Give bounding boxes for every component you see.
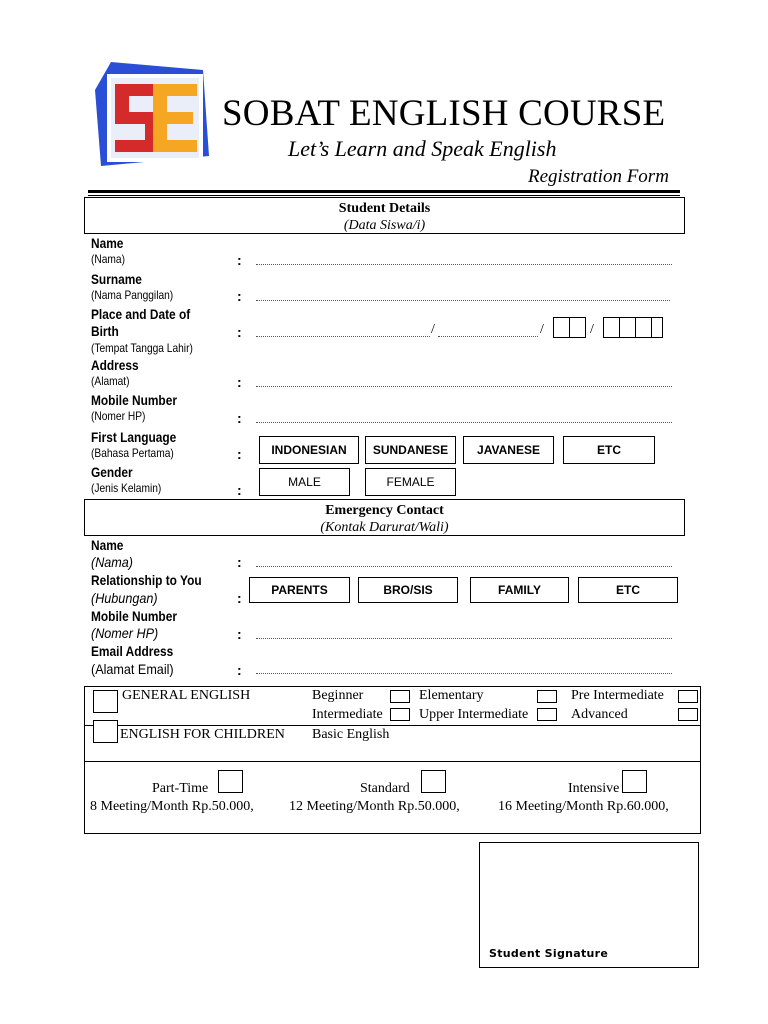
page-title: SOBAT ENGLISH COURSE: [222, 93, 666, 134]
level-elementary-label: Elementary: [419, 688, 484, 703]
level-advanced-checkbox[interactable]: [678, 708, 698, 721]
relationship-option-etc[interactable]: ETC: [578, 577, 678, 603]
name-label: Name: [91, 235, 124, 251]
gender-sublabel: (Jenis Kelamin): [91, 481, 162, 495]
general-english-label: GENERAL ENGLISH: [122, 688, 251, 703]
birth-slash-1: /: [431, 322, 435, 337]
birth-colon: :: [237, 324, 242, 340]
surname-sublabel: (Nama Panggilan): [91, 288, 174, 302]
course-divider-2: [84, 761, 701, 762]
level-upper-intermediate-label: Upper Intermediate: [419, 707, 529, 722]
relationship-label: Relationship to You: [91, 572, 202, 588]
email-colon: :: [237, 662, 242, 678]
plan-standard-checkbox[interactable]: [421, 770, 446, 793]
surname-field[interactable]: [256, 300, 670, 301]
first-language-label: First Language: [91, 429, 177, 445]
relationship-option-bro-sis[interactable]: BRO/SIS: [358, 577, 458, 603]
english-for-children-checkbox[interactable]: [93, 720, 118, 743]
plan-standard-detail: 12 Meeting/Month Rp.50.000,: [289, 799, 460, 814]
address-colon: :: [237, 374, 242, 390]
plan-intensive-label: Intensive: [568, 781, 620, 796]
header-rule-thin: [88, 195, 680, 196]
language-option-etc[interactable]: ETC: [563, 436, 655, 464]
emergency-mobile-label: Mobile Number: [91, 608, 177, 624]
surname-label: Surname: [91, 271, 142, 287]
level-pre-intermediate-checkbox[interactable]: [678, 690, 698, 703]
plan-part-time-checkbox[interactable]: [218, 770, 243, 793]
language-option-javanese[interactable]: JAVANESE: [463, 436, 554, 464]
student-details-subtitle: (Data Siswa/i): [343, 218, 426, 233]
gender-label: Gender: [91, 464, 133, 480]
level-elementary-checkbox[interactable]: [537, 690, 557, 703]
address-field[interactable]: [256, 386, 672, 387]
level-advanced-label: Advanced: [571, 707, 628, 722]
plan-part-time-label: Part-Time: [152, 781, 209, 796]
relationship-option-parents[interactable]: PARENTS: [249, 577, 350, 603]
birth-slash-2: /: [540, 322, 544, 337]
language-option-sundanese[interactable]: SUNDANESE: [365, 436, 456, 464]
name-colon: :: [237, 252, 242, 268]
name-field[interactable]: [256, 264, 672, 265]
emergency-name-sublabel: (Nama): [91, 554, 134, 570]
birth-place-field[interactable]: [256, 336, 430, 337]
level-pre-intermediate-label: Pre Intermediate: [571, 688, 664, 703]
email-label: Email Address: [91, 643, 174, 659]
relationship-sublabel: (Hubungan): [91, 590, 158, 606]
birth-year-digit-2[interactable]: [619, 317, 636, 338]
language-option-indonesian[interactable]: INDONESIAN: [259, 436, 359, 464]
email-field[interactable]: [256, 673, 672, 674]
address-sublabel: (Alamat): [91, 374, 130, 388]
birth-year-digit-4[interactable]: [651, 317, 663, 338]
address-label: Address: [91, 357, 139, 373]
english-for-children-label: ENGLISH FOR CHILDREN: [120, 727, 285, 742]
header-rule: [88, 190, 680, 193]
plan-part-time-detail: 8 Meeting/Month Rp.50.000,: [90, 799, 254, 814]
birth-month-digit-2[interactable]: [569, 317, 586, 338]
emergency-mobile-colon: :: [237, 626, 242, 642]
gender-colon: :: [237, 482, 242, 498]
mobile-sublabel: (Nomer HP): [91, 409, 146, 423]
mobile-field[interactable]: [256, 422, 672, 423]
form-name: Registration Form: [528, 166, 669, 187]
level-beginner-checkbox[interactable]: [390, 690, 410, 703]
surname-colon: :: [237, 288, 242, 304]
mobile-colon: :: [237, 410, 242, 426]
se-logo-icon: [93, 60, 213, 170]
gender-option-male[interactable]: MALE: [259, 468, 350, 496]
birth-label-line2: Birth: [91, 323, 119, 339]
emergency-mobile-field[interactable]: [256, 638, 672, 639]
signature-label: Student Signature: [489, 947, 609, 960]
emergency-mobile-sublabel: (Nomer HP): [91, 625, 159, 641]
level-beginner-label: Beginner: [312, 688, 364, 703]
tagline: Let’s Learn and Speak English: [288, 136, 557, 161]
birth-year-digit-1[interactable]: [603, 317, 620, 338]
level-intermediate-checkbox[interactable]: [390, 708, 410, 721]
first-language-colon: :: [237, 446, 242, 462]
birth-month-digit-1[interactable]: [553, 317, 570, 338]
emergency-name-field[interactable]: [256, 566, 672, 567]
plan-standard-label: Standard: [360, 781, 410, 796]
birth-label-line1: Place and Date of: [91, 306, 191, 322]
birth-sublabel: (Tempat Tangga Lahir): [91, 341, 193, 355]
student-details-title: Student Details: [338, 201, 431, 216]
relationship-option-family[interactable]: FAMILY: [470, 577, 569, 603]
level-intermediate-label: Intermediate: [312, 707, 383, 722]
relationship-colon: :: [237, 590, 242, 606]
gender-option-female[interactable]: FEMALE: [365, 468, 456, 496]
email-sublabel: (Alamat Email): [91, 661, 174, 677]
emergency-contact-title: Emergency Contact: [325, 503, 444, 518]
first-language-sublabel: (Bahasa Pertama): [91, 446, 174, 460]
student-details-heading: [84, 197, 685, 234]
birth-year-digit-3[interactable]: [635, 317, 652, 338]
emergency-name-label: Name: [91, 537, 124, 553]
name-sublabel: (Nama): [91, 252, 126, 266]
basic-english-label: Basic English: [312, 727, 390, 742]
plan-intensive-checkbox[interactable]: [622, 770, 647, 793]
plan-intensive-detail: 16 Meeting/Month Rp.60.000,: [498, 799, 669, 814]
general-english-checkbox[interactable]: [93, 690, 118, 713]
mobile-label: Mobile Number: [91, 392, 177, 408]
birth-slash-3: /: [590, 322, 594, 337]
birth-day-field[interactable]: [438, 336, 538, 337]
emergency-name-colon: :: [237, 554, 242, 570]
emergency-contact-heading: [84, 499, 685, 536]
level-upper-intermediate-checkbox[interactable]: [537, 708, 557, 721]
emergency-contact-subtitle: (Kontak Darurat/Wali): [320, 520, 449, 535]
